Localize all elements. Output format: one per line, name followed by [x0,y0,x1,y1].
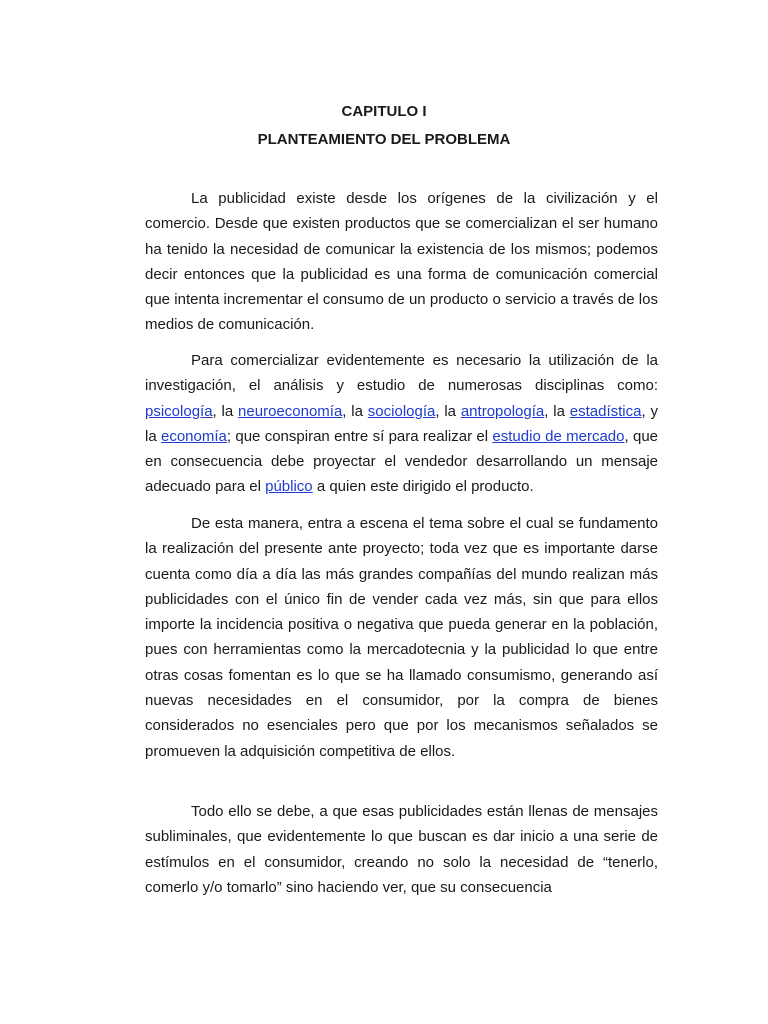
chapter-title: PLANTEAMIENTO DEL PROBLEMA [257,131,511,148]
body-paragraph-4 [145,799,658,900]
paragraph-text: Todo ello se debe, a que esas publicidades están llenas de mensajes subliminales, que evidentemente lo que buscan es dar inicio a una serie de estímulos en el consumidor, creando no solo la necesidad de “tenerlo, comerlo y/o tomarlo” sino haciendo ver, que su consecuencia [145,803,658,896]
text-run: , la [342,402,368,420]
text-run: , que en consecuencia debe proyectar el vendedor desarrollando un mensaje adecuado para el [145,427,658,496]
link-publico[interactable]: público [265,478,313,496]
text-run: a quien este dirigido el producto. [312,478,534,496]
text-run: ; que conspiran entre sí para realizar el [226,427,493,445]
link-estadistica[interactable]: estadística [569,402,642,420]
text-run: , y la [145,402,658,445]
link-economia[interactable]: economía [161,427,227,445]
paragraph-text [145,348,658,500]
text-run: , la [435,402,461,420]
link-neuroeconomia[interactable]: neuroeconomía [238,402,343,420]
paragraph-text: La publicidad existe desde los orígenes de la civilización y el comercio. Desde que existen productos que se comercializan el ser humano ha tenido la necesidad de comunicar la existencia de los mismos; podemos decir entonces que la publicidad es una forma de comunicación comercial que intenta incrementar el consumo de un producto o servicio a través de los medios de comunicación. [145,190,658,334]
text-run: , la [544,402,570,420]
body-paragraph-2 [145,348,658,500]
chapter-heading: CAPITULO I [341,103,427,120]
text-run: Para comercializar evidentemente es necesario la utilización de la investigación, el análisis y estudio de numerosas disciplinas como: [145,352,658,395]
body-paragraph-1 [145,186,658,338]
paragraph-text: De esta manera, entra a escena el tema sobre el cual se fundamento la realización del presente ante proyecto; toda vez que es importante darse cuenta como día a día las más grandes compañías del mundo realizan más publicidades con el único fin de vender cada vez más, sin que para ellos importe la incidencia positiva o negativa que pueda generar en la población, pues con herramientas como la mercadotecnia y la publicidad lo que entre otras cosas fomentan es lo que se ha llamado consumismo, generando así nuevas necesidades en el consumidor, por la compra de bienes considerados no esenciales pero que por los mecanismos señalados se promueven la adquisición competitiva de ellos. [145,515,658,760]
link-psicologia[interactable]: psicología [145,402,213,420]
link-sociologia[interactable]: sociología [367,402,436,420]
text-run: , la [212,402,239,420]
body-paragraph-3 [145,511,658,764]
link-antropologia[interactable]: antropología [460,402,545,420]
link-estudio-de-mercado[interactable]: estudio de mercado [492,427,625,445]
